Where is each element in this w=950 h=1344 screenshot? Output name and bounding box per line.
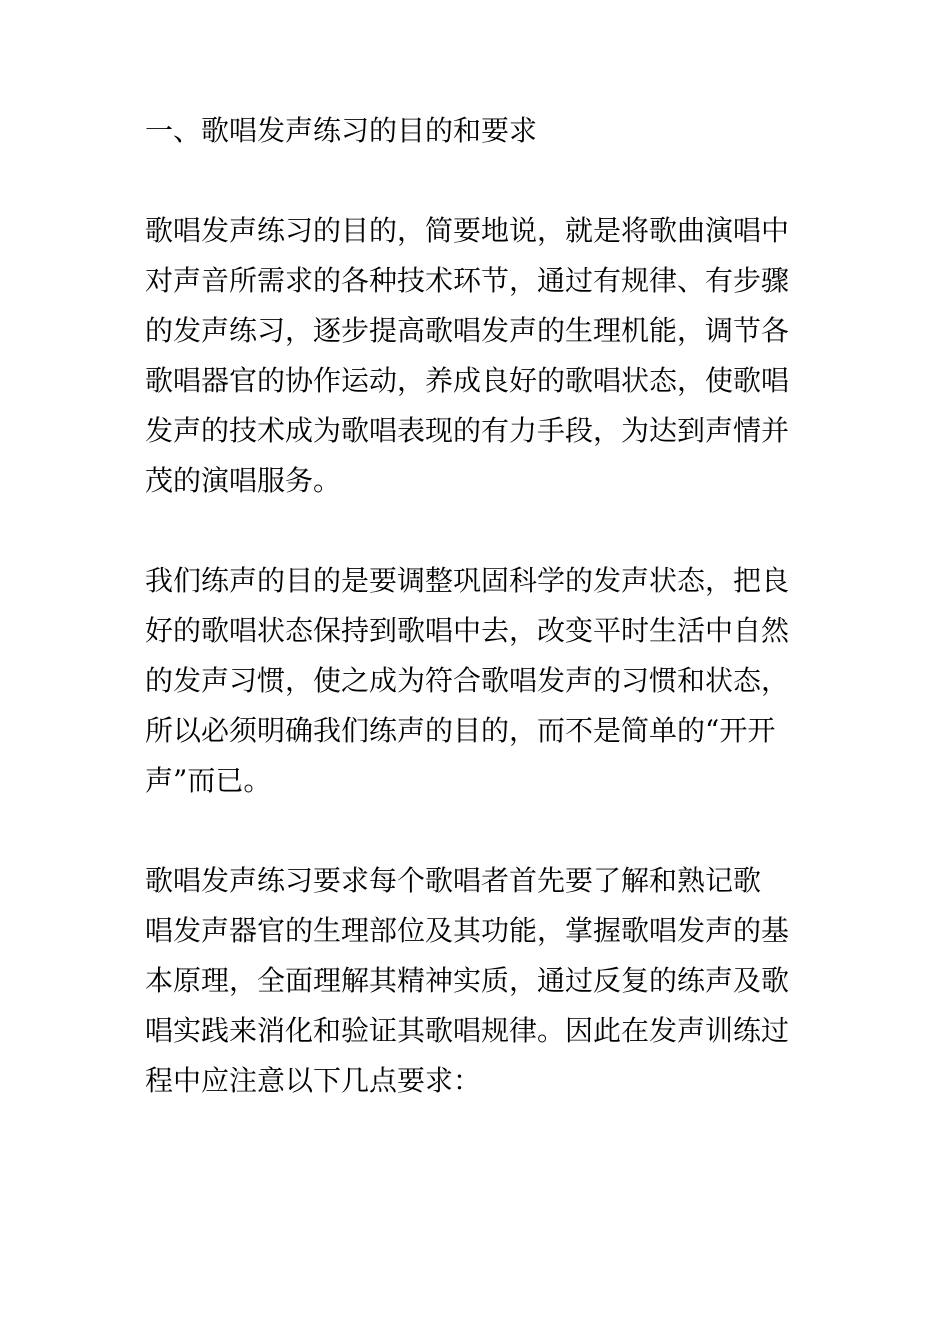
paragraph-goal bbox=[145, 556, 815, 806]
text-line: 歌唱发声练习要求每个歌唱者首先要了解和熟记歌 bbox=[145, 864, 762, 897]
text-line: 程中应注意以下几点要求： bbox=[145, 1064, 482, 1097]
text-line: 歌唱发声练习的目的，简要地说，就是将歌曲演唱中 bbox=[145, 214, 790, 247]
text-line: 发声的技术成为歌唱表现的有力手段，为达到声情并 bbox=[145, 414, 790, 447]
paragraph-requirements bbox=[145, 856, 815, 1106]
text-line: 的发声习惯，使之成为符合歌唱发声的习惯和状态， bbox=[145, 664, 790, 697]
text-line: 好的歌唱状态保持到歌唱中去，改变平时生活中自然 bbox=[145, 614, 790, 647]
text-line: 唱实践来消化和验证其歌唱规律。因此在发声训练过 bbox=[145, 1014, 790, 1047]
document-body bbox=[145, 106, 815, 1156]
text-line: 对声音所需求的各种技术环节，通过有规律、有步骤 bbox=[145, 264, 790, 297]
text-line: 我们练声的目的是要调整巩固科学的发声状态，把良 bbox=[145, 564, 790, 597]
paragraph-purpose bbox=[145, 206, 815, 506]
text-line: 所以必须明确我们练声的目的，而不是简单的“开开 bbox=[145, 714, 776, 747]
text-line: 声”而已。 bbox=[145, 764, 272, 797]
text-line: 的发声练习，逐步提高歌唱发声的生理机能，调节各 bbox=[145, 314, 790, 347]
text-line: 歌唱器官的协作运动，养成良好的歌唱状态，使歌唱 bbox=[145, 364, 790, 397]
text-line: 茂的演唱服务。 bbox=[145, 464, 342, 497]
section-heading: 一、歌唱发声练习的目的和要求 bbox=[145, 114, 538, 147]
text-line: 本原理，全面理解其精神实质，通过反复的练声及歌 bbox=[145, 964, 790, 997]
text-line: 唱发声器官的生理部位及其功能，掌握歌唱发声的基 bbox=[145, 914, 790, 947]
